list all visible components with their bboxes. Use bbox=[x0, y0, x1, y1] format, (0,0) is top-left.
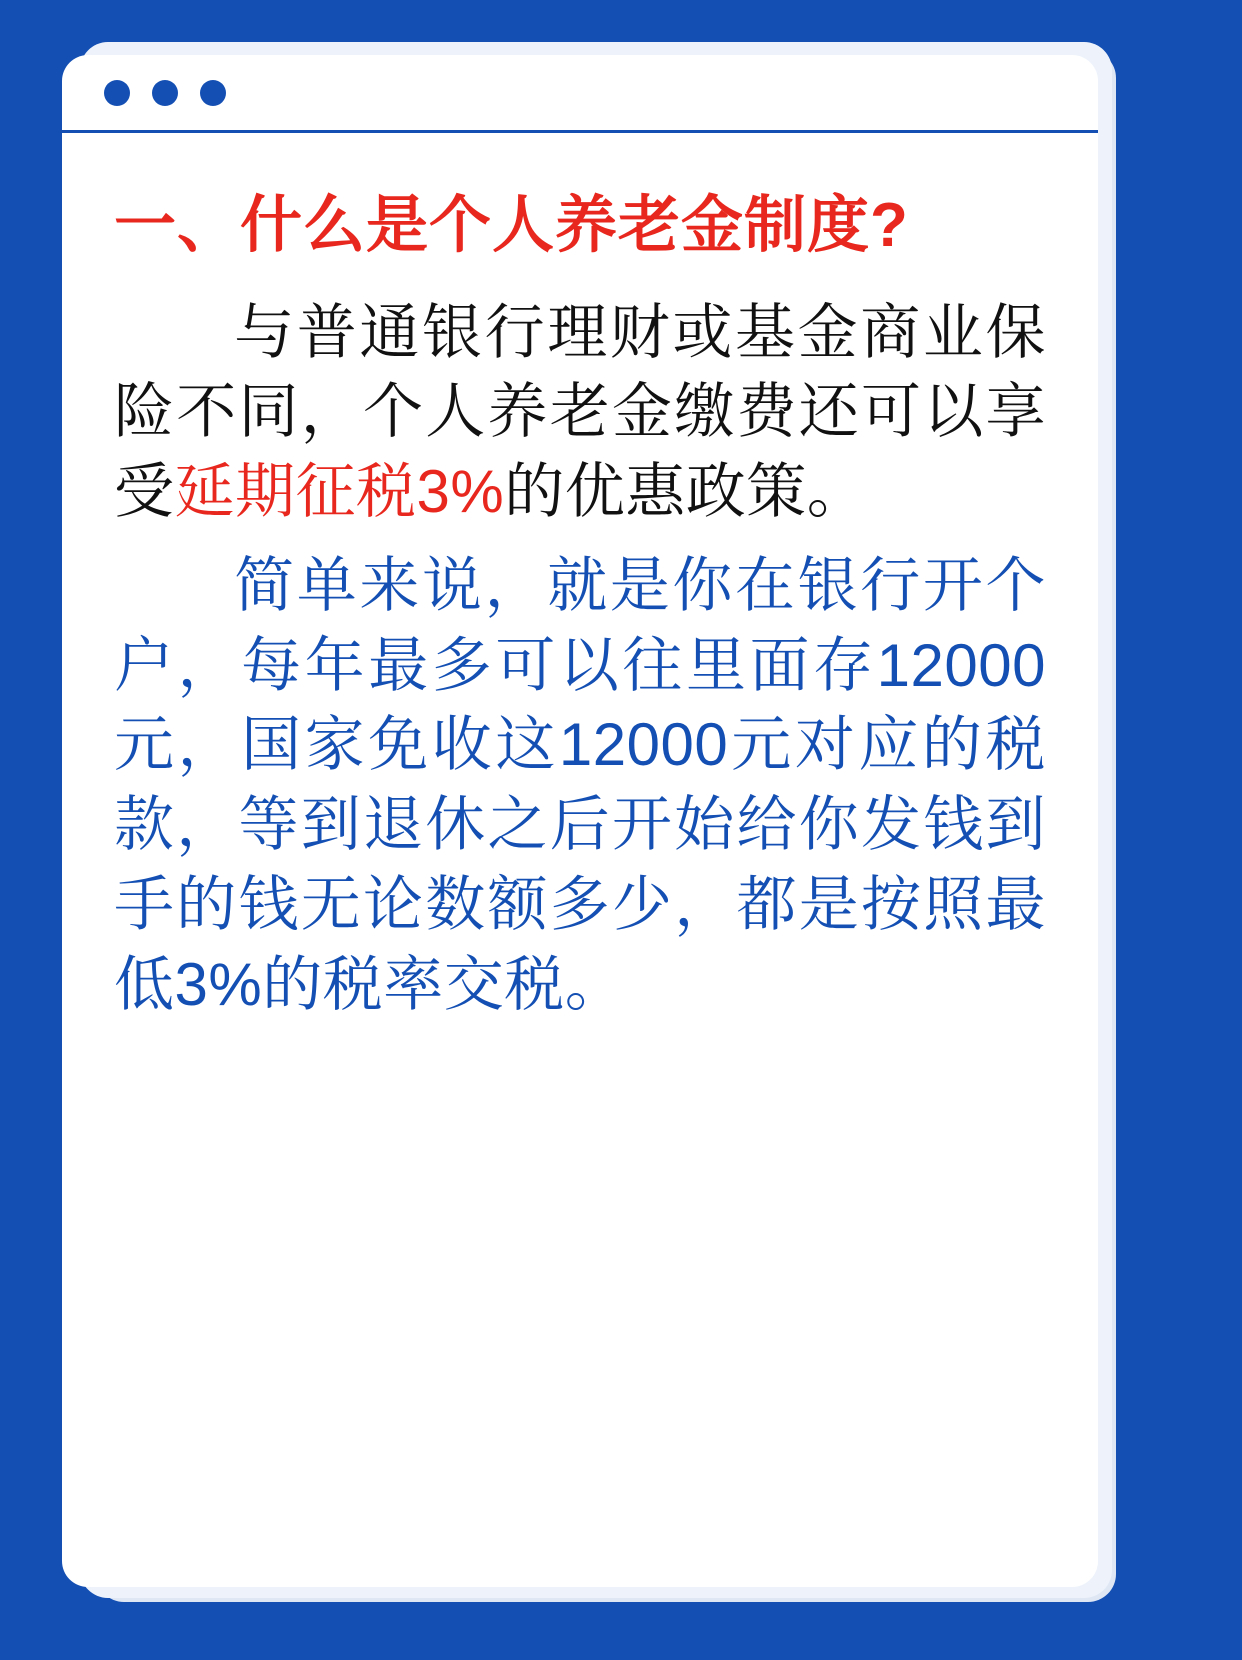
window-dot-1-icon[interactable] bbox=[104, 80, 130, 106]
paragraph-2 bbox=[114, 546, 1046, 1025]
paragraph-1 bbox=[114, 293, 1046, 532]
page-title: 一、什么是个人养老金制度? bbox=[114, 191, 909, 260]
paragraph-1-highlight: 延期征税3% bbox=[174, 458, 505, 526]
window-titlebar bbox=[62, 55, 1098, 133]
window-dot-3-icon[interactable] bbox=[200, 80, 226, 106]
window-dots bbox=[104, 80, 226, 106]
content-card bbox=[62, 55, 1098, 1587]
card-content bbox=[62, 133, 1098, 1025]
paragraph-1-text-after: 的优惠政策。 bbox=[504, 458, 868, 526]
paragraph-2-text: 简单来说，就是你在银行开个户，每年最多可以往里面存12000元，国家免收这12000元对应的税款，等到退休之后开始给你发钱到手的钱无论数额多少，都是按照最低3%的税率交税。 bbox=[114, 551, 1046, 1018]
window-dot-2-icon[interactable] bbox=[152, 80, 178, 106]
paragraph-1-text-before: 与普通银行理财或基金商业保险不同，个人养老金缴费还可以享受 bbox=[114, 298, 1046, 526]
